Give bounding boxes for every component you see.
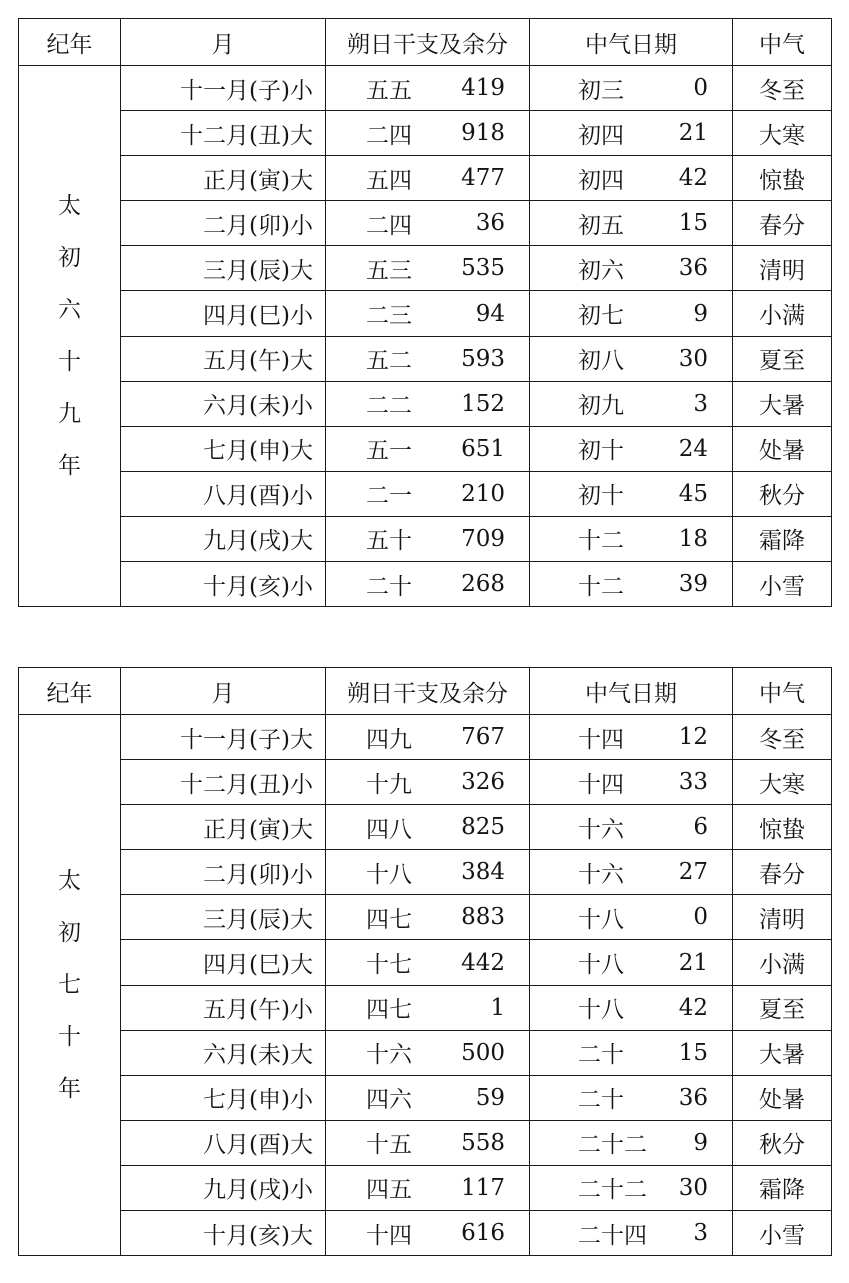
ganzhi-value: 四七 [366, 997, 412, 1024]
zhongqi-date-wrap [530, 117, 732, 150]
ganzhi-wrap [326, 1081, 529, 1114]
month-cell: 六月(未)大 [121, 1030, 326, 1075]
zhongqi-date-cell [530, 715, 733, 760]
zhongqi-date-wrap [530, 1036, 732, 1069]
ganzhi-wrap [326, 568, 529, 601]
zhongqi-day: 十八 [578, 952, 624, 979]
zhongqi-date-wrap [530, 568, 732, 601]
ganzhi-value: 十九 [366, 771, 412, 798]
remainder-value: 94 [475, 300, 505, 327]
remainder-value: 883 [461, 904, 505, 931]
zhongqi-name-cell: 惊蛰 [733, 805, 832, 850]
zhongqi-remainder: 9 [693, 300, 708, 327]
zhongqi-date-wrap [530, 252, 732, 285]
ganzhi-value: 十八 [366, 861, 412, 888]
month-cell: 十月(亥)大 [121, 1211, 326, 1256]
ganzhi-value: 五三 [366, 257, 412, 284]
header-year: 纪年 [19, 668, 121, 715]
table-row [19, 1030, 832, 1075]
zhongqi-name-cell: 处暑 [733, 426, 832, 471]
zhongqi-day: 十八 [578, 906, 624, 933]
ganzhi-wrap [326, 342, 529, 375]
remainder-value: 767 [461, 724, 505, 751]
year-char: 七 [58, 972, 81, 999]
table-row [19, 336, 832, 381]
zhongqi-remainder: 45 [678, 480, 708, 507]
table-row [19, 381, 832, 426]
month-cell: 二月(卯)小 [121, 850, 326, 895]
zhongqi-date-wrap [530, 901, 732, 934]
zhongqi-date-cell [530, 1211, 733, 1256]
ganzhi-wrap [326, 1036, 529, 1069]
zhongqi-remainder: 0 [693, 904, 708, 931]
zhongqi-day: 二十四 [578, 1222, 647, 1249]
ganzhi-wrap [326, 1171, 529, 1204]
remainder-value: 593 [461, 345, 505, 372]
month-cell: 八月(酉)大 [121, 1120, 326, 1165]
header-ganzhi: 朔日干支及余分 [326, 19, 530, 66]
month-cell: 十一月(子)小 [121, 66, 326, 111]
ganzhi-wrap [326, 856, 529, 889]
month-cell: 五月(午)大 [121, 336, 326, 381]
remainder-value: 210 [461, 480, 505, 507]
month-cell: 四月(巳)大 [121, 940, 326, 985]
ganzhi-value: 五二 [366, 348, 412, 375]
table-row [19, 1120, 832, 1165]
ganzhi-wrap [326, 1126, 529, 1159]
ganzhi-value: 十五 [366, 1132, 412, 1159]
table-row [19, 426, 832, 471]
year-char: 十 [58, 1024, 81, 1051]
header-row [19, 19, 832, 66]
year-char: 太 [58, 193, 81, 220]
zhongqi-name-cell: 夏至 [733, 985, 832, 1030]
ganzhi-cell [326, 291, 530, 336]
zhongqi-date-cell [530, 985, 733, 1030]
zhongqi-date-cell [530, 1120, 733, 1165]
header-zhongqi: 中气 [733, 19, 832, 66]
table-row [19, 805, 832, 850]
zhongqi-date-wrap [530, 811, 732, 844]
zhongqi-date-cell [530, 805, 733, 850]
zhongqi-remainder: 3 [693, 1220, 708, 1247]
zhongqi-name-cell: 小满 [733, 291, 832, 336]
zhongqi-date-wrap [530, 162, 732, 195]
month-cell: 十二月(丑)小 [121, 760, 326, 805]
month-cell: 六月(未)小 [121, 381, 326, 426]
zhongqi-remainder: 0 [693, 75, 708, 102]
ganzhi-cell [326, 760, 530, 805]
ganzhi-cell [326, 1165, 530, 1210]
ganzhi-value: 四五 [366, 1177, 412, 1204]
remainder-value: 59 [475, 1084, 505, 1111]
zhongqi-date-wrap [530, 946, 732, 979]
table-row [19, 471, 832, 516]
ganzhi-wrap [326, 297, 529, 330]
zhongqi-date-cell [530, 850, 733, 895]
ganzhi-cell [326, 471, 530, 516]
table-row [19, 562, 832, 607]
remainder-value: 419 [461, 75, 505, 102]
ganzhi-wrap [326, 162, 529, 195]
month-cell: 正月(寅)大 [121, 156, 326, 201]
ganzhi-value: 二四 [366, 122, 412, 149]
ganzhi-wrap [326, 721, 529, 754]
ganzhi-cell [326, 381, 530, 426]
zhongqi-day: 十二 [578, 573, 624, 600]
calendar-table-2 [18, 667, 832, 1256]
zhongqi-day: 十六 [578, 816, 624, 843]
year-char: 初 [58, 245, 81, 272]
table-row [19, 715, 832, 760]
table-row [19, 111, 832, 156]
month-cell: 三月(辰)大 [121, 895, 326, 940]
month-cell: 八月(酉)小 [121, 471, 326, 516]
zhongqi-date-wrap [530, 477, 732, 510]
zhongqi-remainder: 6 [693, 814, 708, 841]
zhongqi-name-cell: 冬至 [733, 66, 832, 111]
zhongqi-date-cell [530, 426, 733, 471]
table-row [19, 985, 832, 1030]
month-cell: 七月(申)大 [121, 426, 326, 471]
ganzhi-cell [326, 516, 530, 561]
table-row [19, 516, 832, 561]
month-cell: 十一月(子)大 [121, 715, 326, 760]
ganzhi-value: 五四 [366, 167, 412, 194]
zhongqi-day: 初十 [578, 438, 624, 465]
ganzhi-cell [326, 1030, 530, 1075]
ganzhi-value: 四七 [366, 906, 412, 933]
zhongqi-remainder: 24 [678, 435, 708, 462]
remainder-value: 384 [461, 859, 505, 886]
header-month: 月 [121, 19, 326, 66]
zhongqi-date-wrap [530, 1126, 732, 1159]
month-cell: 十月(亥)小 [121, 562, 326, 607]
ganzhi-value: 五五 [366, 77, 412, 104]
zhongqi-remainder: 33 [678, 769, 708, 796]
month-cell: 四月(巳)小 [121, 291, 326, 336]
zhongqi-date-wrap [530, 387, 732, 420]
zhongqi-remainder: 42 [678, 165, 708, 192]
ganzhi-value: 四六 [366, 1087, 412, 1114]
zhongqi-day: 初五 [578, 212, 624, 239]
zhongqi-date-cell [530, 471, 733, 516]
remainder-value: 36 [475, 210, 505, 237]
header-zhongqi-date: 中气日期 [530, 19, 733, 66]
ganzhi-wrap [326, 946, 529, 979]
ganzhi-cell [326, 850, 530, 895]
ganzhi-wrap [326, 1217, 529, 1250]
zhongqi-name-cell: 秋分 [733, 1120, 832, 1165]
zhongqi-day: 初六 [578, 257, 624, 284]
zhongqi-remainder: 9 [693, 1129, 708, 1156]
zhongqi-date-wrap [530, 432, 732, 465]
header-row [19, 668, 832, 715]
zhongqi-date-cell [530, 516, 733, 561]
ganzhi-value: 十六 [366, 1042, 412, 1069]
table-row [19, 291, 832, 336]
header-zhongqi-date: 中气日期 [530, 668, 733, 715]
year-char: 年 [58, 453, 81, 480]
table-row [19, 201, 832, 246]
zhongqi-day: 初四 [578, 167, 624, 194]
zhongqi-date-wrap [530, 72, 732, 105]
month-cell: 七月(申)小 [121, 1075, 326, 1120]
ganzhi-cell [326, 156, 530, 201]
table-row [19, 850, 832, 895]
zhongqi-name-cell: 小满 [733, 940, 832, 985]
table-row [19, 156, 832, 201]
ganzhi-value: 二三 [366, 303, 412, 330]
zhongqi-remainder: 27 [678, 859, 708, 886]
zhongqi-day: 初八 [578, 348, 624, 375]
zhongqi-name-cell: 惊蛰 [733, 156, 832, 201]
remainder-value: 500 [461, 1039, 505, 1066]
ganzhi-value: 二二 [366, 393, 412, 420]
table-row [19, 66, 832, 111]
zhongqi-day: 十八 [578, 997, 624, 1024]
zhongqi-name-cell: 春分 [733, 201, 832, 246]
table-body [19, 715, 832, 1256]
zhongqi-date-wrap [530, 207, 732, 240]
remainder-value: 651 [461, 435, 505, 462]
zhongqi-date-cell [530, 760, 733, 805]
ganzhi-value: 二一 [366, 483, 412, 510]
zhongqi-date-cell [530, 111, 733, 156]
ganzhi-value: 十四 [366, 1222, 412, 1249]
zhongqi-date-cell [530, 201, 733, 246]
header-zhongqi: 中气 [733, 668, 832, 715]
ganzhi-value: 二四 [366, 212, 412, 239]
ganzhi-cell [326, 805, 530, 850]
zhongqi-day: 二十 [578, 1087, 624, 1114]
remainder-value: 1 [490, 994, 505, 1021]
zhongqi-name-cell: 夏至 [733, 336, 832, 381]
zhongqi-remainder: 36 [678, 1084, 708, 1111]
ganzhi-cell [326, 201, 530, 246]
zhongqi-day: 二十二 [578, 1132, 647, 1159]
ganzhi-cell [326, 66, 530, 111]
ganzhi-wrap [326, 117, 529, 150]
zhongqi-date-cell [530, 381, 733, 426]
ganzhi-wrap [326, 387, 529, 420]
ganzhi-cell [326, 1211, 530, 1256]
table-row [19, 1075, 832, 1120]
zhongqi-name-cell: 大寒 [733, 111, 832, 156]
ganzhi-cell [326, 426, 530, 471]
table-row [19, 760, 832, 805]
zhongqi-date-wrap [530, 766, 732, 799]
table-row [19, 246, 832, 291]
zhongqi-date-cell [530, 291, 733, 336]
zhongqi-day: 二十 [578, 1042, 624, 1069]
ganzhi-cell [326, 985, 530, 1030]
zhongqi-day: 二十二 [578, 1177, 647, 1204]
zhongqi-name-cell: 清明 [733, 895, 832, 940]
zhongqi-name-cell: 大暑 [733, 381, 832, 426]
ganzhi-wrap [326, 991, 529, 1024]
header-year: 纪年 [19, 19, 121, 66]
zhongqi-name-cell: 大暑 [733, 1030, 832, 1075]
ganzhi-value: 十七 [366, 952, 412, 979]
zhongqi-date-wrap [530, 1081, 732, 1114]
ganzhi-cell [326, 246, 530, 291]
remainder-value: 152 [461, 390, 505, 417]
month-cell: 正月(寅)大 [121, 805, 326, 850]
year-char: 六 [58, 297, 81, 324]
zhongqi-date-cell [530, 156, 733, 201]
month-cell: 九月(戌)大 [121, 516, 326, 561]
year-cell [19, 715, 121, 1256]
zhongqi-date-cell [530, 895, 733, 940]
zhongqi-remainder: 36 [678, 255, 708, 282]
zhongqi-date-cell [530, 1030, 733, 1075]
ganzhi-cell [326, 111, 530, 156]
zhongqi-day: 初七 [578, 303, 624, 330]
ganzhi-wrap [326, 811, 529, 844]
header-month: 月 [121, 668, 326, 715]
zhongqi-day: 十四 [578, 771, 624, 798]
header-ganzhi: 朔日干支及余分 [326, 668, 530, 715]
zhongqi-date-cell [530, 940, 733, 985]
year-char: 十 [58, 349, 81, 376]
zhongqi-date-cell [530, 562, 733, 607]
year-cell [19, 66, 121, 607]
table-row [19, 895, 832, 940]
zhongqi-date-wrap [530, 522, 732, 555]
zhongqi-name-cell: 春分 [733, 850, 832, 895]
ganzhi-wrap [326, 901, 529, 934]
zhongqi-name-cell: 秋分 [733, 471, 832, 516]
zhongqi-date-cell [530, 66, 733, 111]
zhongqi-remainder: 39 [678, 571, 708, 598]
zhongqi-date-cell [530, 246, 733, 291]
ganzhi-cell [326, 895, 530, 940]
ganzhi-value: 四九 [366, 726, 412, 753]
zhongqi-date-cell [530, 1075, 733, 1120]
year-char: 年 [58, 1076, 81, 1103]
ganzhi-wrap [326, 766, 529, 799]
zhongqi-date-wrap [530, 1217, 732, 1250]
remainder-value: 825 [461, 814, 505, 841]
remainder-value: 558 [461, 1129, 505, 1156]
ganzhi-wrap [326, 432, 529, 465]
month-cell: 十二月(丑)大 [121, 111, 326, 156]
remainder-value: 268 [461, 571, 505, 598]
zhongqi-remainder: 18 [678, 525, 708, 552]
remainder-value: 709 [461, 525, 505, 552]
zhongqi-date-wrap [530, 991, 732, 1024]
zhongqi-day: 十四 [578, 726, 624, 753]
year-char: 九 [58, 401, 81, 428]
ganzhi-wrap [326, 522, 529, 555]
zhongqi-remainder: 42 [678, 994, 708, 1021]
year-char: 初 [58, 920, 81, 947]
remainder-value: 477 [461, 165, 505, 192]
ganzhi-wrap [326, 477, 529, 510]
zhongqi-day: 初三 [578, 77, 624, 104]
zhongqi-day: 十六 [578, 861, 624, 888]
zhongqi-date-wrap [530, 297, 732, 330]
remainder-value: 918 [461, 120, 505, 147]
zhongqi-day: 初十 [578, 483, 624, 510]
remainder-value: 326 [461, 769, 505, 796]
year-char: 太 [58, 868, 81, 895]
zhongqi-date-wrap [530, 856, 732, 889]
month-cell: 五月(午)小 [121, 985, 326, 1030]
table-row [19, 940, 832, 985]
zhongqi-day: 初四 [578, 122, 624, 149]
table-row [19, 1165, 832, 1210]
month-cell: 二月(卯)小 [121, 201, 326, 246]
zhongqi-remainder: 15 [678, 210, 708, 237]
ganzhi-value: 五十 [366, 528, 412, 555]
calendar-table-1 [18, 18, 832, 607]
zhongqi-remainder: 21 [678, 949, 708, 976]
zhongqi-name-cell: 大寒 [733, 760, 832, 805]
ganzhi-cell [326, 1075, 530, 1120]
ganzhi-value: 四八 [366, 816, 412, 843]
ganzhi-cell [326, 715, 530, 760]
remainder-value: 442 [461, 949, 505, 976]
zhongqi-remainder: 21 [678, 120, 708, 147]
remainder-value: 535 [461, 255, 505, 282]
ganzhi-value: 二十 [366, 573, 412, 600]
zhongqi-remainder: 30 [678, 1174, 708, 1201]
zhongqi-date-wrap [530, 1171, 732, 1204]
ganzhi-wrap [326, 207, 529, 240]
zhongqi-date-cell [530, 1165, 733, 1210]
zhongqi-name-cell: 小雪 [733, 562, 832, 607]
ganzhi-cell [326, 1120, 530, 1165]
remainder-value: 616 [461, 1220, 505, 1247]
zhongqi-name-cell: 霜降 [733, 1165, 832, 1210]
zhongqi-date-wrap [530, 342, 732, 375]
zhongqi-name-cell: 清明 [733, 246, 832, 291]
zhongqi-remainder: 12 [678, 724, 708, 751]
ganzhi-cell [326, 562, 530, 607]
zhongqi-remainder: 3 [693, 390, 708, 417]
zhongqi-day: 十二 [578, 528, 624, 555]
zhongqi-date-cell [530, 336, 733, 381]
remainder-value: 117 [461, 1174, 505, 1201]
zhongqi-remainder: 30 [678, 345, 708, 372]
table-row [19, 1211, 832, 1256]
ganzhi-cell [326, 940, 530, 985]
month-cell: 三月(辰)大 [121, 246, 326, 291]
zhongqi-name-cell: 霜降 [733, 516, 832, 561]
month-cell: 九月(戌)小 [121, 1165, 326, 1210]
ganzhi-wrap [326, 72, 529, 105]
zhongqi-name-cell: 小雪 [733, 1211, 832, 1256]
zhongqi-day: 初九 [578, 393, 624, 420]
zhongqi-name-cell: 冬至 [733, 715, 832, 760]
zhongqi-name-cell: 处暑 [733, 1075, 832, 1120]
zhongqi-remainder: 15 [678, 1039, 708, 1066]
zhongqi-date-wrap [530, 721, 732, 754]
ganzhi-cell [326, 336, 530, 381]
ganzhi-wrap [326, 252, 529, 285]
ganzhi-value: 五一 [366, 438, 412, 465]
table-body [19, 66, 832, 607]
